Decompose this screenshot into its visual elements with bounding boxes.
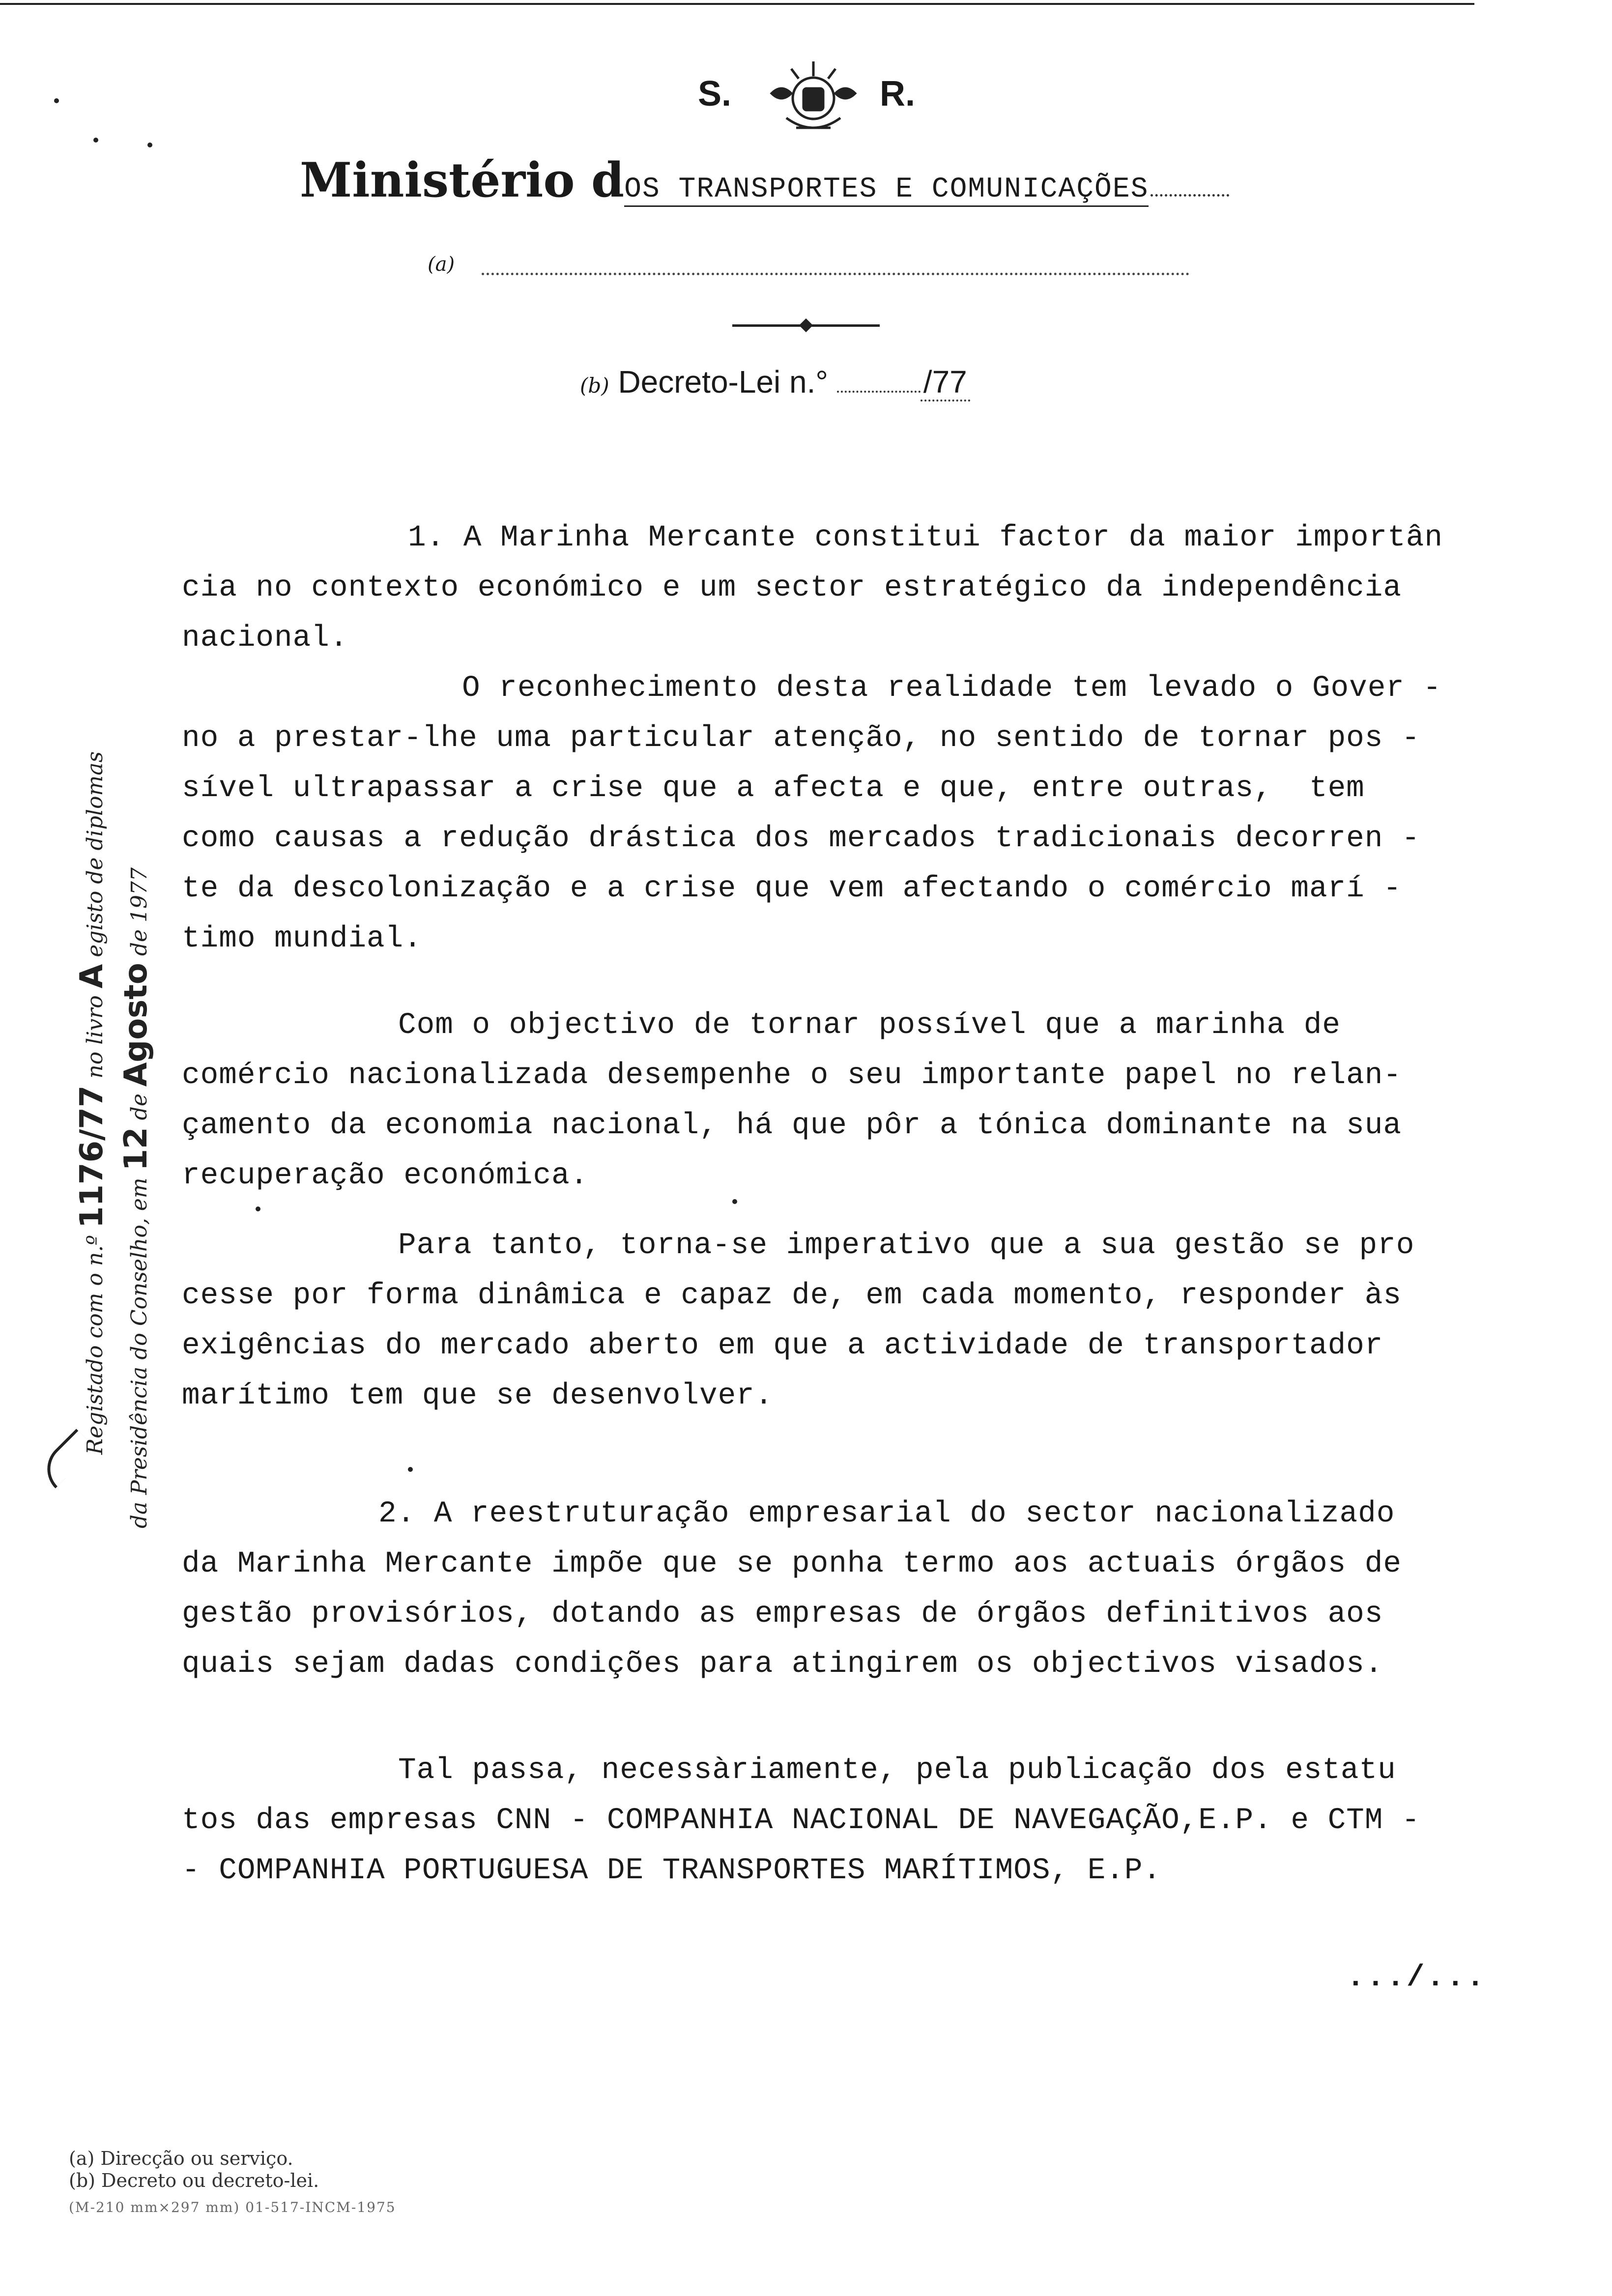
- margin-line1-number: 1176/77: [74, 1085, 110, 1229]
- scan-speck: [93, 138, 98, 143]
- scan-speck: [256, 1206, 260, 1211]
- continuation-mark: .../...: [1347, 1961, 1487, 1995]
- ministry-dots: [1151, 194, 1229, 197]
- decree-number: /77: [921, 364, 970, 402]
- top-rule: [0, 3, 1474, 5]
- margin-line2-de: de: [127, 1093, 152, 1120]
- body-line: como causas a redução drástica dos mercados tradicionais decorren -: [182, 822, 1420, 856]
- decree-b-label: (b): [580, 373, 609, 398]
- direction-line: [428, 253, 1194, 276]
- body-line: Para tanto, torna-se imperativo que a sua gestão se pro: [398, 1229, 1415, 1263]
- body-line: da Marinha Mercante impõe que se ponha termo aos actuais órgãos de: [182, 1547, 1402, 1581]
- scan-speck: [408, 1467, 413, 1472]
- decree-label: Decreto-Lei n.°: [618, 364, 829, 400]
- body-line: no a prestar-lhe uma particular atenção, no sentido de tornar pos -: [182, 721, 1420, 755]
- body-line: cesse por forma dinâmica e capaz de, em cada momento, responder às: [182, 1279, 1402, 1313]
- body-line: Com o objectivo de tornar possível que a marinha de: [398, 1008, 1341, 1042]
- body-line: 2. A reestruturação empresarial do sector nacionalizado: [378, 1497, 1395, 1531]
- body-line: quais sejam dadas condições para atingirem os objectivos visados.: [182, 1647, 1383, 1681]
- body-line: 1. A Marinha Mercante constitui factor da maior importân: [408, 521, 1443, 555]
- body-line: recuperação económica.: [182, 1159, 589, 1193]
- margin-line1-letter: A: [74, 964, 110, 989]
- direction-label: (a): [428, 253, 455, 276]
- direction-fill: [482, 273, 1189, 275]
- state-header: [678, 64, 944, 138]
- margin-line2-day: 12: [118, 1127, 154, 1171]
- margin-line1-mid: no livro: [83, 995, 108, 1079]
- footnote-b: (b) Decreto ou decreto-lei.: [69, 2170, 319, 2191]
- body-line: gestão provisórios, dotando as empresas de órgãos definitivos aos: [182, 1597, 1383, 1631]
- decree-line: [580, 364, 970, 400]
- ministry-name: OS TRANSPORTES E COMUNICAÇÕES: [624, 173, 1149, 207]
- ministry-title: [300, 152, 1229, 208]
- margin-line2-prefix: da Presidência do Conselho, em: [127, 1177, 152, 1528]
- body-line: O reconhecimento desta realidade tem levado o Gover -: [462, 671, 1442, 705]
- header-letter-r: R.: [880, 74, 915, 114]
- body-line: timo mundial.: [182, 922, 422, 956]
- scan-speck: [147, 143, 152, 147]
- margin-registration-line2: [118, 867, 154, 1528]
- body-line: - COMPANHIA PORTUGUESA DE TRANSPORTES MARÍTIMOS, E.P.: [182, 1854, 1162, 1888]
- footnote-a: (a) Direcção ou serviço.: [69, 2148, 293, 2169]
- scan-speck: [54, 98, 59, 103]
- margin-line2-suffix: de 1977: [127, 867, 152, 956]
- header-letter-s: S.: [698, 74, 732, 114]
- scan-speck: [732, 1199, 737, 1204]
- body-line: çamento da economia nacional, há que pôr a tónica dominante na sua: [182, 1109, 1402, 1143]
- margin-line1-prefix: Registado com o n.º: [83, 1235, 108, 1455]
- body-line: tos das empresas CNN - COMPANHIA NACIONAL DE NAVEGAÇÃO,E.P. e CTM -: [182, 1804, 1420, 1837]
- body-line: te da descolonização e a crise que vem afectando o comércio marí -: [182, 872, 1402, 906]
- body-line: nacional.: [182, 621, 348, 655]
- margin-line1-suffix: egisto de diplomas: [83, 751, 108, 957]
- body-line: comércio nacionalizada desempenhe o seu importante papel no relan-: [182, 1059, 1402, 1092]
- body-line: exigências do mercado aberto em que a actividade de transportador: [182, 1329, 1383, 1363]
- printer-imprint: (M-210 mm×297 mm) 01-517-INCM-1975: [69, 2199, 396, 2215]
- margin-registration-line1: [74, 751, 110, 1455]
- margin-line2-month: Agosto: [118, 963, 154, 1087]
- decree-dots: [837, 391, 921, 393]
- body-line: Tal passa, necessàriamente, pela publicação dos estatu: [398, 1753, 1396, 1787]
- body-line: marítimo tem que se desenvolver.: [182, 1379, 774, 1413]
- body-line: sível ultrapassar a crise que a afecta e que, entre outras, tem: [182, 772, 1365, 805]
- ministry-prefix: Ministério d: [300, 152, 625, 208]
- divider-diamond-icon: [799, 318, 813, 332]
- coat-of-arms-icon: [762, 54, 865, 140]
- body-line: cia no contexto económico e um sector estratégico da independência: [182, 571, 1402, 605]
